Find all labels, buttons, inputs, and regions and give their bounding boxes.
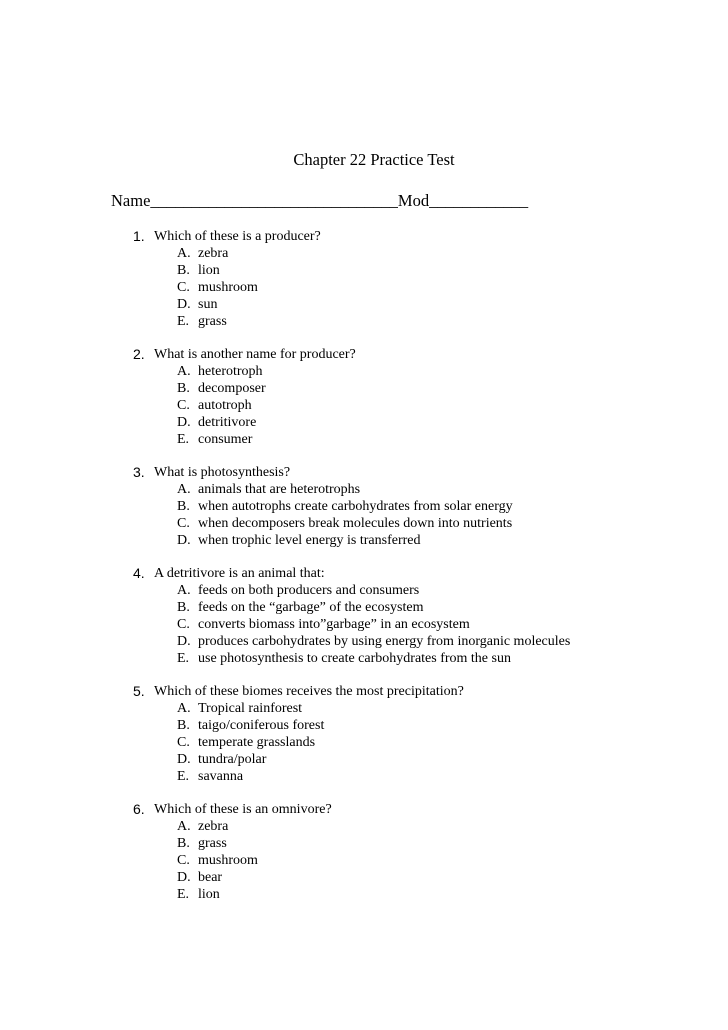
question-text: A detritivore is an animal that:	[154, 566, 325, 581]
option-text: tundra/polar	[198, 752, 267, 767]
option-letter: C.	[177, 853, 190, 868]
answer-option	[0, 734, 728, 751]
option-text: animals that are heterotrophs	[198, 482, 361, 497]
option-text: savanna	[198, 769, 244, 784]
question-number: 2.	[133, 346, 145, 362]
option-text: detritivore	[198, 415, 257, 430]
answer-option	[0, 700, 728, 717]
question-text: What is photosynthesis?	[154, 465, 291, 480]
option-text: converts biomass into”garbage” in an ecosystem	[198, 617, 470, 632]
question-row	[0, 464, 728, 481]
option-text: sun	[198, 297, 218, 312]
option-letter: B.	[177, 263, 190, 278]
question-row	[0, 683, 728, 700]
question-number: 5.	[133, 683, 145, 699]
answer-option	[0, 313, 728, 330]
answer-option	[0, 431, 728, 448]
question-text: Which of these biomes receives the most precipitation?	[154, 684, 464, 699]
option-text: decomposer	[198, 381, 266, 396]
answer-option	[0, 835, 728, 852]
answer-option	[0, 363, 728, 380]
answer-option	[0, 616, 728, 633]
answer-option	[0, 296, 728, 313]
question-row	[0, 565, 728, 582]
option-letter: E.	[177, 432, 190, 447]
option-letter: C.	[177, 516, 190, 531]
answer-option	[0, 751, 728, 768]
answer-option	[0, 397, 728, 414]
option-letter: E.	[177, 314, 190, 329]
question-4	[0, 565, 728, 667]
option-text: Tropical rainforest	[198, 701, 303, 716]
question-6	[0, 801, 728, 903]
option-letter: D.	[177, 752, 191, 767]
option-text: autotroph	[198, 398, 252, 413]
option-text: zebra	[198, 246, 229, 261]
answer-option	[0, 886, 728, 903]
option-letter: E.	[177, 887, 190, 902]
option-letter: E.	[177, 769, 190, 784]
option-text: when decomposers break molecules down into nutrients	[198, 516, 513, 531]
answer-option	[0, 262, 728, 279]
option-letter: C.	[177, 398, 190, 413]
option-text: feeds on both producers and consumers	[198, 583, 420, 598]
option-text: temperate grasslands	[198, 735, 316, 750]
option-letter: D.	[177, 634, 191, 649]
option-text: consumer	[198, 432, 253, 447]
answer-option	[0, 768, 728, 785]
question-number: 1.	[133, 228, 145, 244]
option-letter: B.	[177, 381, 190, 396]
option-letter: B.	[177, 499, 190, 514]
option-letter: D.	[177, 415, 191, 430]
option-letter: A.	[177, 583, 191, 598]
option-letter: D.	[177, 533, 191, 548]
question-row	[0, 346, 728, 363]
option-letter: D.	[177, 870, 191, 885]
option-text: produces carbohydrates by using energy from inorganic molecules	[198, 634, 571, 649]
question-row	[0, 228, 728, 245]
option-letter: A.	[177, 701, 191, 716]
option-text: grass	[198, 836, 227, 851]
answer-option	[0, 380, 728, 397]
option-text: when trophic level energy is transferred	[198, 533, 421, 548]
option-text: mushroom	[198, 853, 258, 868]
answer-option	[0, 279, 728, 296]
answer-option	[0, 245, 728, 262]
question-text: What is another name for producer?	[154, 347, 356, 362]
option-text: bear	[198, 870, 223, 885]
option-text: lion	[198, 887, 220, 902]
page-title: Chapter 22 Practice Test	[293, 150, 455, 169]
name-mod-line: Name______________________________Mod____________	[111, 191, 529, 210]
answer-option	[0, 650, 728, 667]
option-letter: B.	[177, 600, 190, 615]
answer-option	[0, 717, 728, 734]
answer-option	[0, 532, 728, 549]
question-text: Which of these is an omnivore?	[154, 802, 332, 817]
option-text: feeds on the “garbage” of the ecosystem	[198, 600, 424, 615]
option-letter: C.	[177, 280, 190, 295]
option-letter: A.	[177, 482, 191, 497]
option-letter: D.	[177, 297, 191, 312]
question-2	[0, 346, 728, 448]
question-number: 3.	[133, 464, 145, 480]
question-number: 6.	[133, 801, 145, 817]
option-letter: A.	[177, 246, 191, 261]
question-list	[0, 228, 728, 919]
answer-option	[0, 481, 728, 498]
answer-option	[0, 818, 728, 835]
question-3	[0, 464, 728, 549]
option-text: mushroom	[198, 280, 258, 295]
question-text: Which of these is a producer?	[154, 229, 321, 244]
option-text: heterotroph	[198, 364, 263, 379]
option-letter: B.	[177, 836, 190, 851]
answer-option	[0, 582, 728, 599]
answer-option	[0, 852, 728, 869]
option-letter: C.	[177, 617, 190, 632]
answer-option	[0, 515, 728, 532]
answer-option	[0, 498, 728, 515]
question-5	[0, 683, 728, 785]
answer-option	[0, 869, 728, 886]
option-letter: E.	[177, 651, 190, 666]
option-text: use photosynthesis to create carbohydrates from the sun	[198, 651, 511, 666]
option-letter: A.	[177, 819, 191, 834]
option-letter: C.	[177, 735, 190, 750]
option-text: zebra	[198, 819, 229, 834]
question-number: 4.	[133, 565, 145, 581]
answer-option	[0, 599, 728, 616]
answer-option	[0, 414, 728, 431]
option-text: when autotrophs create carbohydrates from solar energy	[198, 499, 513, 514]
option-text: taigo/coniferous forest	[198, 718, 325, 733]
question-row	[0, 801, 728, 818]
option-letter: B.	[177, 718, 190, 733]
answer-option	[0, 633, 728, 650]
option-letter: A.	[177, 364, 191, 379]
question-1	[0, 228, 728, 330]
option-text: lion	[198, 263, 220, 278]
option-text: grass	[198, 314, 227, 329]
